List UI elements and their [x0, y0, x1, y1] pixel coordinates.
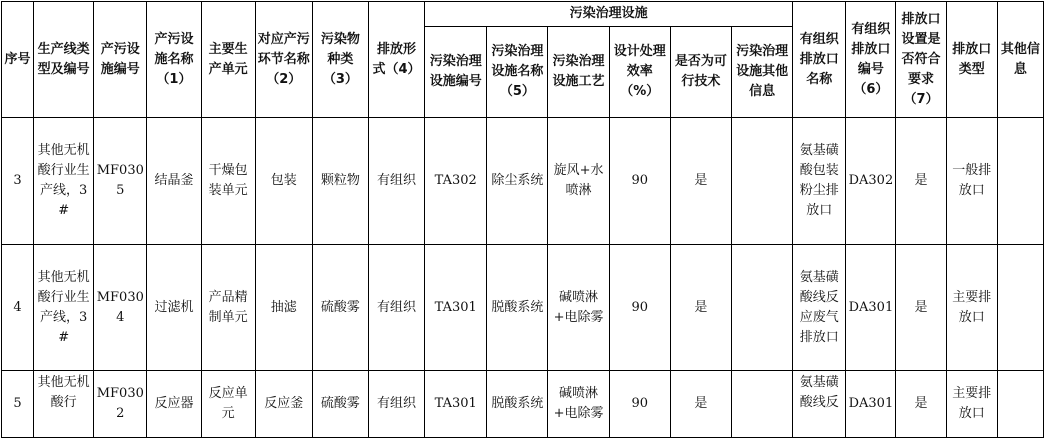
cell-treat-process: 碱喷淋+电除雾 [548, 245, 609, 371]
table-row [2, 371, 1044, 438]
header-feasible: 是否为可行技术 [670, 27, 731, 118]
cell-seq: 5 [2, 371, 34, 438]
header-discharge-form: 排放形式（4） [368, 2, 424, 118]
header-outlet-ok: 排放口设置是否符合要求（7） [896, 2, 946, 118]
header-source-code: 产污设施编号 [94, 2, 147, 118]
cell-main-unit: 干燥包装单元 [201, 118, 255, 245]
cell-source-code: MF0305 [94, 118, 147, 245]
header-treat-code: 污染治理设施编号 [425, 27, 487, 118]
cell-outlet-name: 氨基磺酸包装粉尘排放口 [793, 118, 846, 245]
header-efficiency: 设计处理效率（%） [609, 27, 670, 118]
header-seq: 序号 [2, 2, 34, 118]
cell-pollutant: 颗粒物 [312, 118, 368, 245]
cell-outlet-ok: 是 [896, 245, 946, 371]
cell-treat-process: 旋风+水喷淋 [548, 118, 609, 245]
header-main-unit: 主要生产单元 [201, 2, 255, 118]
header-line-type: 生产线类型及编号 [34, 2, 94, 118]
table-row [2, 245, 1044, 371]
cell-outlet-code: DA301 [846, 245, 896, 371]
cell-treat-other [731, 245, 792, 371]
header-outlet-code: 有组织排放口编号（6） [846, 2, 896, 118]
cell-main-unit: 反应单元 [201, 371, 255, 438]
cell-efficiency: 90 [609, 118, 670, 245]
cell-treat-code: TA302 [425, 118, 487, 245]
cell-other [997, 371, 1043, 438]
cell-feasible: 是 [670, 371, 731, 438]
cell-discharge-form: 有组织 [368, 245, 424, 371]
cell-outlet-type: 主要排放口 [946, 245, 997, 371]
header-outlet-name: 有组织排放口名称 [793, 2, 846, 118]
cell-treat-name: 脱酸系统 [487, 245, 548, 371]
cell-outlet-type: 主要排放口 [946, 371, 997, 438]
header-source-name: 产污设施名称（1） [147, 2, 201, 118]
cell-outlet-type: 一般排放口 [946, 118, 997, 245]
cell-source-code: MF0302 [94, 371, 147, 438]
cell-outlet-ok: 是 [896, 371, 946, 438]
header-treatment-group: 污染治理设施 [425, 2, 793, 27]
cell-treat-code: TA301 [425, 371, 487, 438]
table-row [2, 118, 1044, 245]
header-other: 其他信息 [997, 2, 1043, 118]
cell-treat-other [731, 371, 792, 438]
header-process-name: 对应产污环节名称（2） [255, 2, 312, 118]
header-treat-process: 污染治理设施工艺 [548, 27, 609, 118]
cell-process-name: 反应釜 [255, 371, 312, 438]
header-treat-name: 污染治理设施名称（5） [487, 27, 548, 118]
header-treat-other: 污染治理设施其他信息 [731, 27, 792, 118]
cell-other [997, 245, 1043, 371]
cell-treat-name: 脱酸系统 [487, 371, 548, 438]
pollution-facility-table [1, 1, 1044, 438]
cell-treat-other [731, 118, 792, 245]
cell-outlet-code: DA301 [846, 371, 896, 438]
cell-source-name: 过滤机 [147, 245, 201, 371]
cell-treat-name: 除尘系统 [487, 118, 548, 245]
header-pollutant: 污染物种类（3） [312, 2, 368, 118]
cell-treat-code: TA301 [425, 245, 487, 371]
cell-outlet-name: 氨基磺酸线反 [793, 371, 846, 438]
cell-line-type: 其他无机酸行 [34, 371, 94, 438]
cell-pollutant: 硫酸雾 [312, 371, 368, 438]
cell-line-type: 其他无机酸行业生产线，3# [34, 245, 94, 371]
cell-outlet-ok: 是 [896, 118, 946, 245]
cell-main-unit: 产品精制单元 [201, 245, 255, 371]
cell-feasible: 是 [670, 118, 731, 245]
cell-discharge-form: 有组织 [368, 371, 424, 438]
header-outlet-type: 排放口类型 [946, 2, 997, 118]
cell-line-type: 其他无机酸行业生产线，3# [34, 118, 94, 245]
cell-outlet-name: 氨基磺酸线反应废气排放口 [793, 245, 846, 371]
cell-process-name: 抽滤 [255, 245, 312, 371]
cell-treat-process: 碱喷淋+电除雾 [548, 371, 609, 438]
cell-source-name: 结晶釜 [147, 118, 201, 245]
cell-source-code: MF0304 [94, 245, 147, 371]
cell-efficiency: 90 [609, 371, 670, 438]
cell-feasible: 是 [670, 245, 731, 371]
cell-outlet-code: DA302 [846, 118, 896, 245]
cell-process-name: 包装 [255, 118, 312, 245]
cell-seq: 4 [2, 245, 34, 371]
cell-source-name: 反应器 [147, 371, 201, 438]
cell-pollutant: 硫酸雾 [312, 245, 368, 371]
cell-seq: 3 [2, 118, 34, 245]
cell-discharge-form: 有组织 [368, 118, 424, 245]
cell-efficiency: 90 [609, 245, 670, 371]
cell-other [997, 118, 1043, 245]
